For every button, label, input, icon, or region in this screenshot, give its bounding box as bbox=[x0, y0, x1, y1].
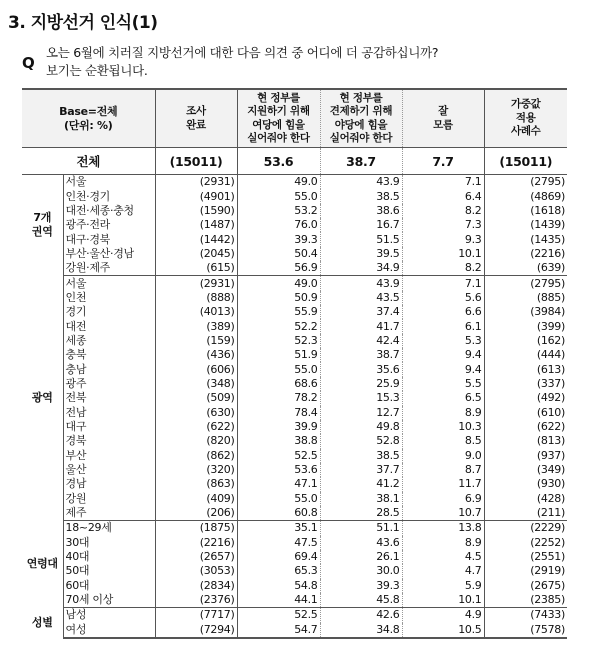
row-check: 52.8 bbox=[320, 434, 402, 448]
question-line-2: 보기는 순환됩니다. bbox=[46, 63, 148, 78]
row-dk: 10.3 bbox=[402, 420, 484, 434]
row-label: 서울 bbox=[63, 175, 155, 190]
row-support: 76.0 bbox=[237, 218, 320, 232]
row-n: (2657) bbox=[155, 550, 237, 564]
row-label: 부산 bbox=[63, 449, 155, 463]
table-row bbox=[22, 189, 567, 203]
row-label: 인천·경기 bbox=[63, 189, 155, 203]
row-label: 대전 bbox=[63, 319, 155, 333]
row-support: 52.5 bbox=[237, 608, 320, 623]
table-row bbox=[22, 550, 567, 564]
row-support: 39.3 bbox=[237, 232, 320, 246]
row-weighted-n: (937) bbox=[536, 448, 565, 462]
row-label: 충북 bbox=[63, 348, 155, 362]
row-weighted-n: (444) bbox=[536, 348, 565, 362]
row-label: 대구 bbox=[63, 420, 155, 434]
table-row bbox=[22, 175, 567, 190]
row-dk: 6.6 bbox=[402, 305, 484, 319]
row-dk: 6.9 bbox=[402, 492, 484, 506]
row-support: 56.9 bbox=[237, 261, 320, 276]
row-label: 50대 bbox=[63, 564, 155, 578]
row-support: 47.1 bbox=[237, 477, 320, 491]
row-n: (4901) bbox=[155, 189, 237, 203]
row-check: 35.6 bbox=[320, 362, 402, 376]
row-label: 광주·전라 bbox=[63, 218, 155, 232]
row-support: 55.0 bbox=[237, 492, 320, 506]
row-label: 대전·세종·충청 bbox=[63, 204, 155, 218]
row-weighted-n: (613) bbox=[536, 362, 565, 376]
table-row bbox=[22, 536, 567, 550]
header-support-government: 현 정부를 지원하기 위해 여당에 힘을 실어줘야 한다 bbox=[237, 89, 320, 148]
table-row bbox=[22, 477, 567, 491]
row-check: 43.9 bbox=[320, 175, 402, 190]
row-support: 38.8 bbox=[237, 434, 320, 448]
row-support: 44.1 bbox=[237, 593, 320, 608]
table-row bbox=[22, 564, 567, 578]
row-support: 49.0 bbox=[237, 175, 320, 190]
row-n: (389) bbox=[155, 319, 237, 333]
row-check: 42.4 bbox=[320, 334, 402, 348]
row-check: 30.0 bbox=[320, 564, 402, 578]
row-support: 53.6 bbox=[237, 463, 320, 477]
header-dont-know: 잘 모름 bbox=[402, 89, 484, 148]
table-row bbox=[22, 377, 567, 391]
row-label: 30대 bbox=[63, 536, 155, 550]
row-n: (622) bbox=[155, 420, 237, 434]
row-dk: 6.4 bbox=[402, 189, 484, 203]
row-dk: 9.3 bbox=[402, 232, 484, 246]
row-support: 49.0 bbox=[237, 276, 320, 291]
group-label: 7개 권역 bbox=[31, 211, 53, 239]
header-row bbox=[22, 89, 567, 148]
row-dk: 8.2 bbox=[402, 204, 484, 218]
row-check: 39.3 bbox=[320, 579, 402, 593]
table-row bbox=[22, 305, 567, 319]
row-check: 26.1 bbox=[320, 550, 402, 564]
row-n: (2376) bbox=[155, 593, 237, 608]
row-check: 38.5 bbox=[320, 189, 402, 203]
total-weighted-n: (15011) bbox=[484, 148, 567, 175]
row-label: 세종 bbox=[63, 334, 155, 348]
row-dk: 10.7 bbox=[402, 506, 484, 521]
table-row bbox=[22, 247, 567, 261]
row-weighted-n: (2252) bbox=[530, 535, 565, 549]
row-weighted-n: (2216) bbox=[530, 246, 565, 260]
row-weighted-n: (2551) bbox=[530, 550, 565, 564]
row-dk: 7.1 bbox=[402, 175, 484, 190]
results-table bbox=[22, 88, 567, 639]
row-weighted-n: (610) bbox=[536, 405, 565, 419]
header-completed: 조사 완료 bbox=[155, 89, 237, 148]
row-n: (820) bbox=[155, 434, 237, 448]
row-support: 55.0 bbox=[237, 362, 320, 376]
row-label: 여성 bbox=[63, 623, 155, 638]
row-weighted-n: (2385) bbox=[484, 593, 567, 608]
row-check: 34.8 bbox=[320, 623, 402, 638]
table-row bbox=[22, 406, 567, 420]
row-label: 경남 bbox=[63, 477, 155, 491]
row-n: (630) bbox=[155, 406, 237, 420]
row-dk: 9.4 bbox=[402, 348, 484, 362]
row-weighted-n: (211) bbox=[484, 506, 567, 521]
row-label: 울산 bbox=[63, 463, 155, 477]
row-n: (436) bbox=[155, 348, 237, 362]
row-weighted-n: (2919) bbox=[530, 564, 565, 578]
row-check: 45.8 bbox=[320, 593, 402, 608]
row-support: 50.4 bbox=[237, 247, 320, 261]
row-n: (606) bbox=[155, 362, 237, 376]
row-weighted-n: (492) bbox=[536, 391, 565, 405]
row-n: (348) bbox=[155, 377, 237, 391]
row-weighted-n: (2795) bbox=[530, 175, 565, 189]
row-check: 51.1 bbox=[320, 521, 402, 536]
row-weighted-n: (7578) bbox=[484, 623, 567, 638]
row-dk: 4.9 bbox=[402, 608, 484, 623]
row-label: 경북 bbox=[63, 434, 155, 448]
table-row bbox=[22, 579, 567, 593]
row-dk: 7.1 bbox=[402, 276, 484, 291]
row-weighted-n: (2229) bbox=[530, 521, 565, 535]
row-n: (3053) bbox=[155, 564, 237, 578]
row-support: 55.0 bbox=[237, 189, 320, 203]
row-support: 68.6 bbox=[237, 377, 320, 391]
row-support: 50.9 bbox=[237, 291, 320, 305]
row-dk: 13.8 bbox=[402, 521, 484, 536]
row-dk: 9.0 bbox=[402, 449, 484, 463]
row-support: 55.9 bbox=[237, 305, 320, 319]
row-dk: 7.3 bbox=[402, 218, 484, 232]
group-2 bbox=[22, 521, 567, 608]
row-weighted-n: (1435) bbox=[530, 232, 565, 246]
table-row bbox=[22, 449, 567, 463]
question-text bbox=[46, 44, 438, 80]
table-row bbox=[22, 434, 567, 448]
row-label: 60대 bbox=[63, 579, 155, 593]
table-row bbox=[22, 348, 567, 362]
row-support: 65.3 bbox=[237, 564, 320, 578]
row-n: (888) bbox=[155, 291, 237, 305]
row-n: (615) bbox=[155, 261, 237, 276]
row-dk: 8.9 bbox=[402, 536, 484, 550]
row-weighted-n: (2795) bbox=[530, 276, 565, 290]
row-n: (2216) bbox=[155, 536, 237, 550]
row-dk: 10.1 bbox=[402, 247, 484, 261]
row-n: (509) bbox=[155, 391, 237, 405]
row-n: (1590) bbox=[155, 204, 237, 218]
row-label: 전남 bbox=[63, 406, 155, 420]
row-n: (2931) bbox=[155, 175, 237, 190]
row-label: 강원 bbox=[63, 492, 155, 506]
row-weighted-n: (7433) bbox=[530, 608, 565, 622]
row-label: 충남 bbox=[63, 362, 155, 376]
row-weighted-n: (3984) bbox=[530, 305, 565, 319]
row-check: 42.6 bbox=[320, 608, 402, 623]
group-label: 연령대 bbox=[26, 557, 58, 571]
table-row bbox=[22, 204, 567, 218]
row-support: 60.8 bbox=[237, 506, 320, 521]
row-check: 41.2 bbox=[320, 477, 402, 491]
row-weighted-n: (337) bbox=[536, 376, 565, 390]
row-weighted-n: (349) bbox=[536, 463, 565, 477]
row-dk: 4.7 bbox=[402, 564, 484, 578]
row-check: 49.8 bbox=[320, 420, 402, 434]
row-check: 38.7 bbox=[320, 348, 402, 362]
row-weighted-n: (813) bbox=[536, 434, 565, 448]
row-weighted-n: (622) bbox=[536, 420, 565, 434]
table-row bbox=[22, 362, 567, 376]
row-n: (2931) bbox=[155, 276, 237, 291]
group-label: 광역 bbox=[31, 391, 53, 405]
row-dk: 5.9 bbox=[402, 579, 484, 593]
row-support: 51.9 bbox=[237, 348, 320, 362]
row-check: 51.5 bbox=[320, 232, 402, 246]
row-support: 78.2 bbox=[237, 391, 320, 405]
total-n: (15011) bbox=[155, 148, 237, 175]
row-dk: 6.5 bbox=[402, 391, 484, 405]
table-row bbox=[22, 391, 567, 405]
row-check: 38.5 bbox=[320, 449, 402, 463]
row-label: 40대 bbox=[63, 550, 155, 564]
row-check: 37.4 bbox=[320, 305, 402, 319]
row-check: 43.5 bbox=[320, 291, 402, 305]
table-row bbox=[22, 319, 567, 333]
total-label: 전체 bbox=[22, 148, 155, 175]
row-support: 52.3 bbox=[237, 334, 320, 348]
row-dk: 9.4 bbox=[402, 362, 484, 376]
row-n: (7717) bbox=[155, 608, 237, 623]
row-check: 15.3 bbox=[320, 391, 402, 405]
table-row bbox=[22, 463, 567, 477]
row-n: (862) bbox=[155, 449, 237, 463]
row-label: 인천 bbox=[63, 291, 155, 305]
row-check: 43.6 bbox=[320, 536, 402, 550]
row-n: (4013) bbox=[155, 305, 237, 319]
row-support: 78.4 bbox=[237, 406, 320, 420]
question-line-1: 오는 6월에 치러질 지방선거에 대한 다음 의견 중 어디에 더 공감하십니까? bbox=[46, 45, 439, 60]
row-check: 34.9 bbox=[320, 261, 402, 276]
header-weighted-n: 가중값 적용 사례수 bbox=[484, 89, 567, 148]
row-support: 69.4 bbox=[237, 550, 320, 564]
header-check-government: 현 정부를 견제하기 위해 야당에 힘을 실어줘야 한다 bbox=[320, 89, 402, 148]
total-support: 53.6 bbox=[237, 148, 320, 175]
row-dk: 4.5 bbox=[402, 550, 484, 564]
row-dk: 8.9 bbox=[402, 406, 484, 420]
table-row bbox=[22, 420, 567, 434]
table-row bbox=[22, 506, 567, 521]
row-support: 54.7 bbox=[237, 623, 320, 638]
section-title: 3. 지방선거 인식(1) bbox=[8, 13, 158, 33]
row-n: (159) bbox=[155, 334, 237, 348]
header-base: Base=전체 (단위: %) bbox=[22, 89, 155, 148]
total-dk: 7.7 bbox=[402, 148, 484, 175]
row-label: 대구·경북 bbox=[63, 232, 155, 246]
row-check: 37.7 bbox=[320, 463, 402, 477]
table-row bbox=[22, 521, 567, 536]
row-label: 서울 bbox=[63, 276, 155, 291]
row-support: 39.9 bbox=[237, 420, 320, 434]
row-dk: 11.7 bbox=[402, 477, 484, 491]
group-0 bbox=[22, 175, 567, 276]
row-weighted-n: (399) bbox=[536, 319, 565, 333]
row-weighted-n: (639) bbox=[484, 261, 567, 276]
row-n: (7294) bbox=[155, 623, 237, 638]
group-label: 성별 bbox=[31, 615, 53, 629]
row-support: 52.5 bbox=[237, 449, 320, 463]
row-n: (1442) bbox=[155, 232, 237, 246]
group-1 bbox=[22, 276, 567, 521]
row-check: 25.9 bbox=[320, 377, 402, 391]
row-n: (2045) bbox=[155, 247, 237, 261]
table-row bbox=[22, 334, 567, 348]
row-check: 43.9 bbox=[320, 276, 402, 291]
row-support: 35.1 bbox=[237, 521, 320, 536]
row-n: (1875) bbox=[155, 521, 237, 536]
row-label: 강원·제주 bbox=[63, 261, 155, 276]
row-n: (409) bbox=[155, 492, 237, 506]
row-dk: 6.1 bbox=[402, 319, 484, 333]
row-n: (2834) bbox=[155, 579, 237, 593]
group-3 bbox=[22, 608, 567, 638]
row-weighted-n: (1618) bbox=[530, 203, 565, 217]
row-support: 54.8 bbox=[237, 579, 320, 593]
row-label: 남성 bbox=[63, 608, 155, 623]
row-label: 70세 이상 bbox=[63, 593, 155, 608]
row-dk: 8.5 bbox=[402, 434, 484, 448]
row-dk: 5.5 bbox=[402, 377, 484, 391]
row-dk: 8.7 bbox=[402, 463, 484, 477]
row-n: (206) bbox=[155, 506, 237, 521]
table-row bbox=[22, 291, 567, 305]
total-check: 38.7 bbox=[320, 148, 402, 175]
row-weighted-n: (4869) bbox=[530, 189, 565, 203]
row-weighted-n: (428) bbox=[536, 491, 565, 505]
row-support: 47.5 bbox=[237, 536, 320, 550]
row-dk: 10.1 bbox=[402, 593, 484, 608]
row-weighted-n: (2675) bbox=[530, 578, 565, 592]
row-label: 부산·울산·경남 bbox=[63, 247, 155, 261]
table-row bbox=[22, 608, 567, 623]
row-check: 12.7 bbox=[320, 406, 402, 420]
table-row bbox=[22, 261, 567, 276]
row-label: 경기 bbox=[63, 305, 155, 319]
row-support: 53.2 bbox=[237, 204, 320, 218]
row-support: 52.2 bbox=[237, 319, 320, 333]
row-check: 38.6 bbox=[320, 204, 402, 218]
row-check: 39.5 bbox=[320, 247, 402, 261]
row-check: 41.7 bbox=[320, 319, 402, 333]
row-label: 제주 bbox=[63, 506, 155, 521]
question-mark: Q bbox=[22, 54, 35, 72]
row-dk: 5.6 bbox=[402, 291, 484, 305]
row-weighted-n: (1439) bbox=[530, 218, 565, 232]
table-row bbox=[22, 232, 567, 246]
row-dk: 5.3 bbox=[402, 334, 484, 348]
row-n: (863) bbox=[155, 477, 237, 491]
row-check: 28.5 bbox=[320, 506, 402, 521]
row-dk: 10.5 bbox=[402, 623, 484, 638]
table-row bbox=[22, 218, 567, 232]
row-n: (320) bbox=[155, 463, 237, 477]
row-check: 16.7 bbox=[320, 218, 402, 232]
row-weighted-n: (162) bbox=[536, 333, 565, 347]
row-label: 18~29세 bbox=[63, 521, 155, 536]
row-dk: 8.2 bbox=[402, 261, 484, 276]
table-row bbox=[22, 276, 567, 291]
row-check: 38.1 bbox=[320, 492, 402, 506]
table-row bbox=[22, 593, 567, 608]
table-row bbox=[22, 623, 567, 638]
row-label: 광주 bbox=[63, 377, 155, 391]
total-row bbox=[22, 148, 567, 175]
row-weighted-n: (885) bbox=[536, 290, 565, 304]
table-row bbox=[22, 492, 567, 506]
row-weighted-n: (930) bbox=[536, 477, 565, 491]
row-n: (1487) bbox=[155, 218, 237, 232]
row-label: 전북 bbox=[63, 391, 155, 405]
